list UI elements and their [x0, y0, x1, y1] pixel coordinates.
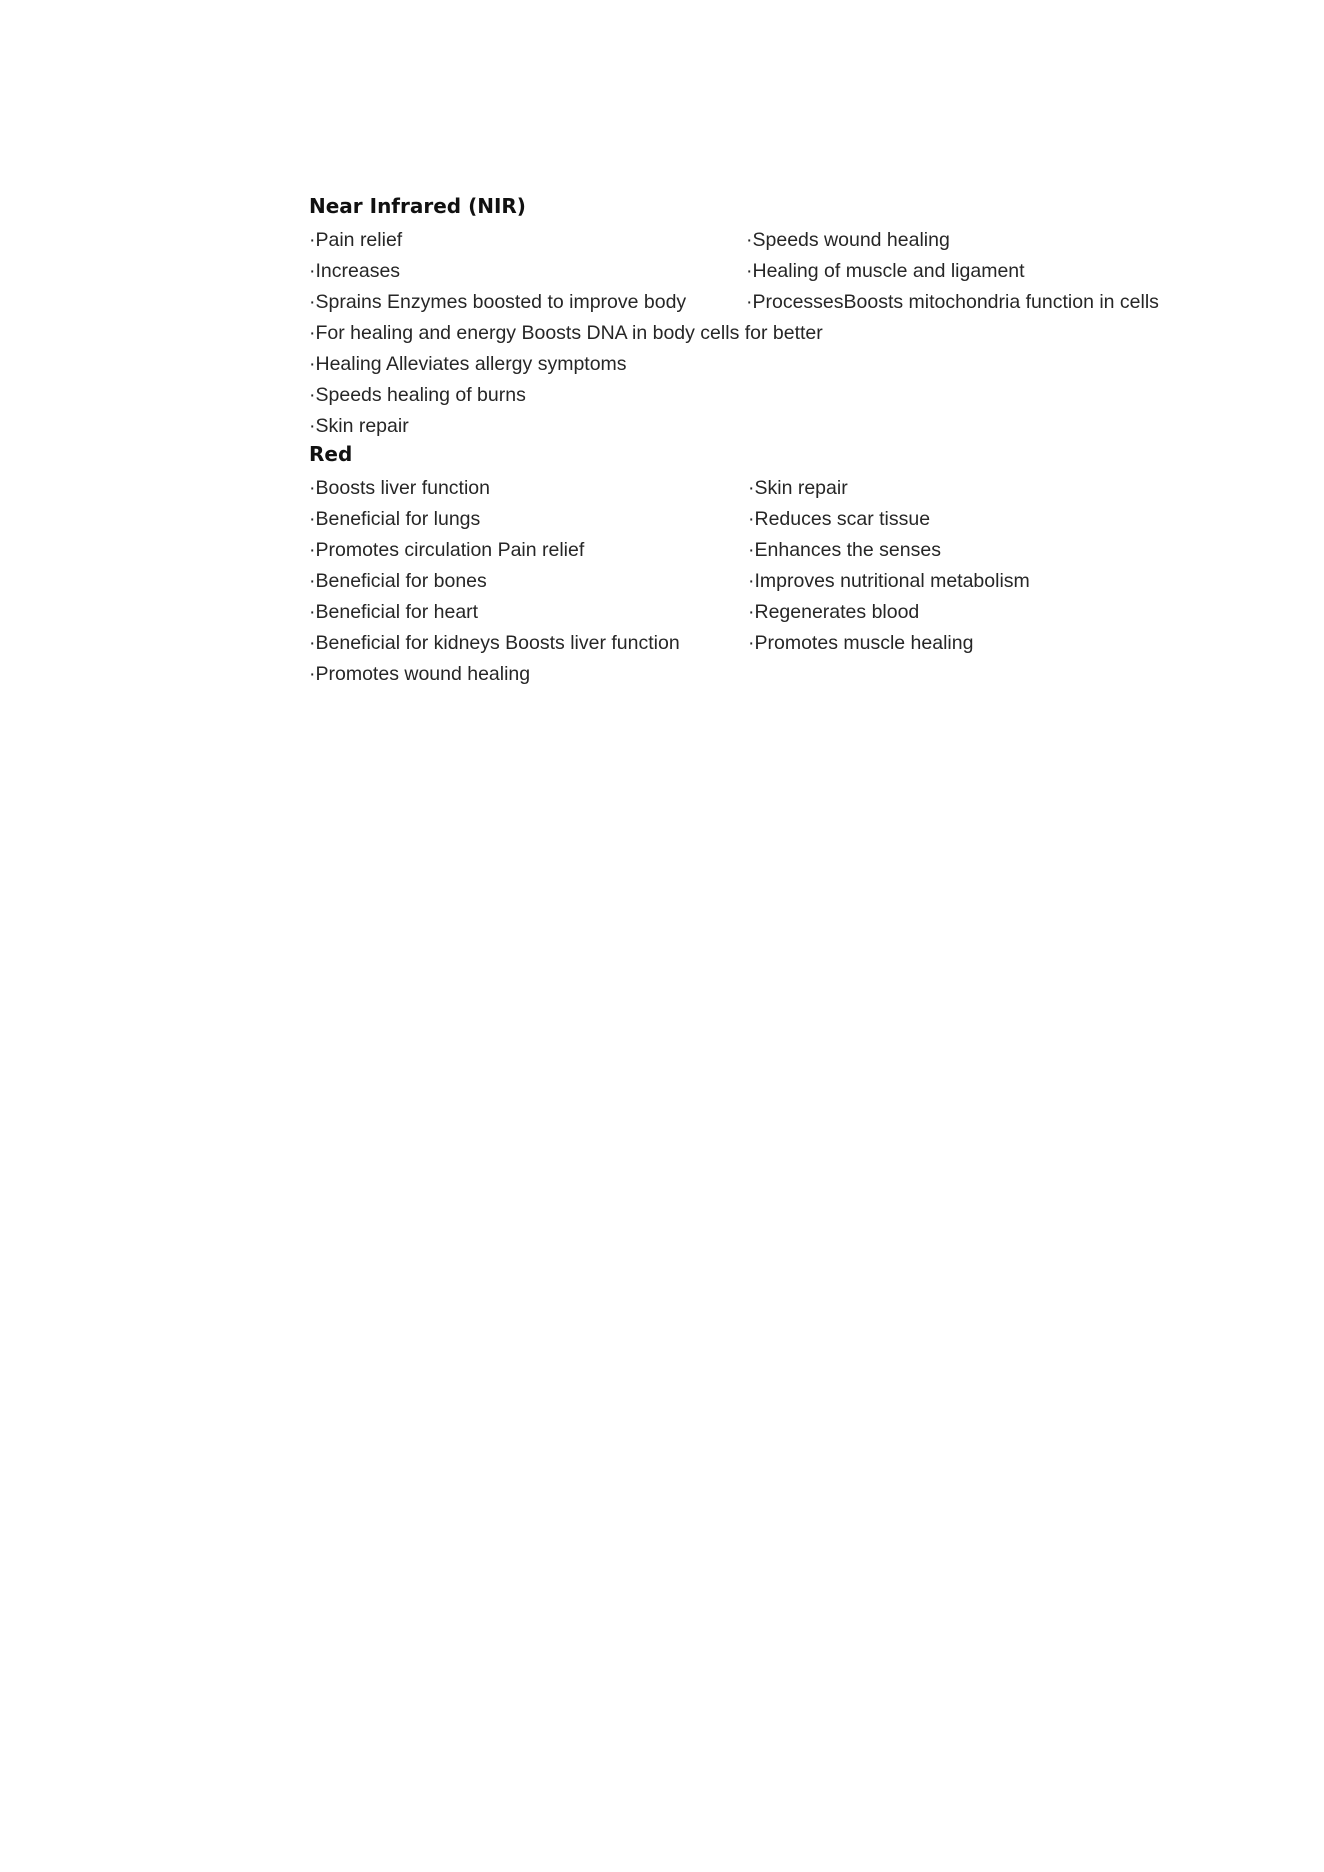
red-right-item: ·Skin repair: [748, 477, 848, 499]
red-left-item: ·Boosts liver function: [309, 477, 490, 499]
red-right-item: ·Regenerates blood: [748, 601, 920, 623]
red-right-item: ·Improves nutritional metabolism: [748, 570, 1030, 592]
nir-right-item: ·Speeds wound healing: [746, 229, 950, 251]
nir-left-item: ·For healing and energy Boosts DNA in body cells for better: [309, 322, 823, 344]
red-heading: Red: [309, 442, 353, 466]
nir-left-item: ·Healing Alleviates allergy symptoms: [309, 353, 627, 375]
red-left-item: ·Beneficial for heart: [309, 601, 479, 623]
nir-right-item: ·Healing of muscle and ligament: [746, 260, 1025, 282]
red-left-list: [309, 475, 680, 692]
nir-heading: Near Infrared (NIR): [309, 194, 526, 218]
red-left-item: ·Beneficial for bones: [309, 570, 487, 592]
nir-left-item: ·Increases: [309, 260, 401, 282]
nir-left-item: ·Pain relief: [309, 229, 403, 251]
red-left-item: ·Beneficial for lungs: [309, 508, 481, 530]
nir-right-item: ·ProcessesBoosts mitochondria function in cells: [746, 291, 1159, 313]
red-right-item: ·Promotes muscle healing: [748, 632, 974, 654]
red-right-item: ·Reduces scar tissue: [748, 508, 931, 530]
nir-left-item: ·Speeds healing of burns: [309, 384, 526, 406]
red-right-list: [748, 475, 1030, 661]
red-left-item: ·Promotes circulation Pain relief: [309, 539, 585, 561]
nir-left-item: ·Skin repair: [309, 415, 409, 437]
red-left-item: ·Promotes wound healing: [309, 663, 531, 685]
red-left-item: ·Beneficial for kidneys Boosts liver function: [309, 632, 680, 654]
nir-right-list: [746, 227, 1159, 320]
red-right-item: ·Enhances the senses: [748, 539, 941, 561]
nir-left-item: ·Sprains Enzymes boosted to improve body: [309, 291, 687, 313]
